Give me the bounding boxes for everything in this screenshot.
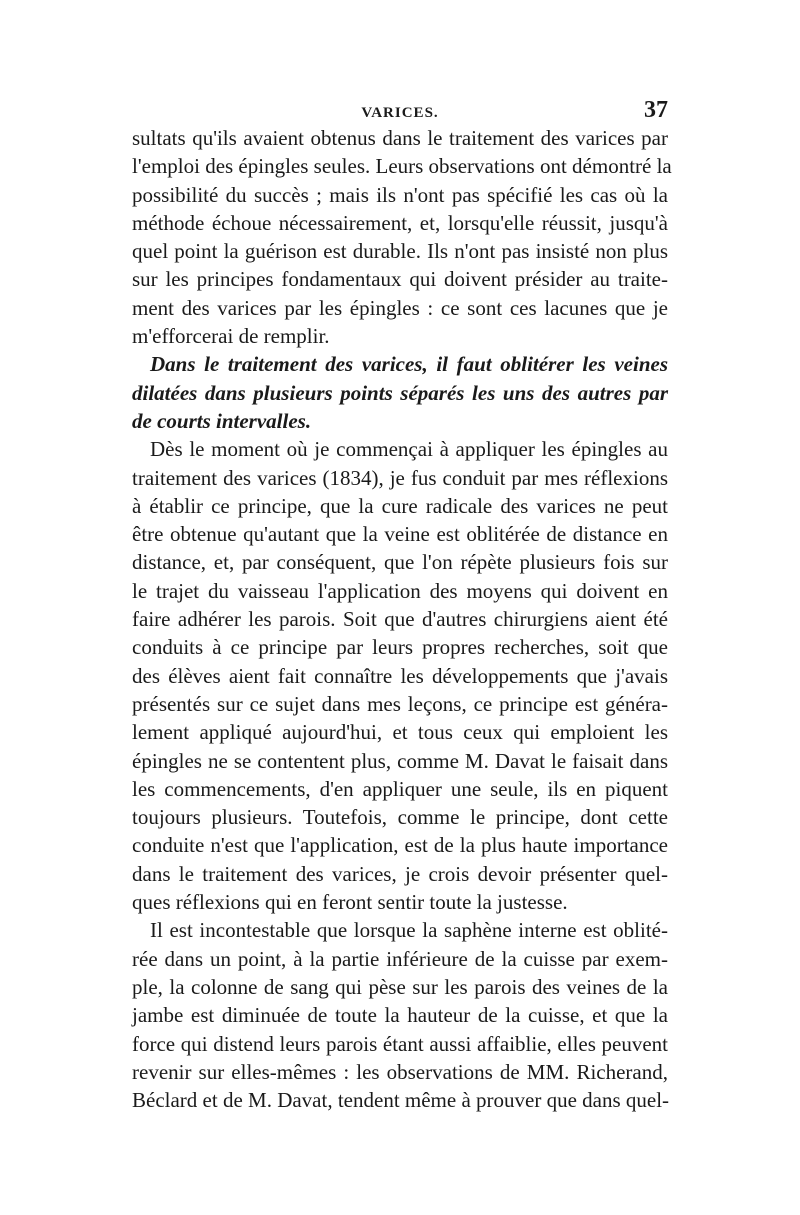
text-line: méthode échoue nécessairement, et, lorsqu'elle réussit, jusqu'à	[132, 210, 668, 235]
text-line: ques réflexions qui en feront sentir toute la justesse.	[132, 890, 568, 915]
text-line: dans le traitement des varices, je crois devoir présenter quel-	[132, 861, 668, 886]
text-line: des élèves aient fait connaître les développements que j'avais	[132, 663, 668, 688]
text-line: ment des varices par les épingles : ce sont ces lacunes que je	[132, 295, 668, 320]
running-title: VARICES.	[361, 105, 439, 121]
text-line: jambe est diminuée de toute la hauteur de la cuisse, et que la	[132, 1003, 668, 1028]
text-line: Il est incontestable que lorsque la saphène interne est oblité-	[150, 918, 668, 943]
page-header	[132, 97, 668, 127]
text-line: Dans le traitement des varices, il faut oblitérer les veines	[150, 352, 668, 377]
text-line: être obtenue qu'autant que la veine est oblitérée de distance en	[132, 522, 668, 547]
text-line: l'emploi des épingles seules. Leurs observations ont démontré la	[132, 154, 672, 179]
text-line: à établir ce principe, que la cure radicale des varices ne peut	[132, 493, 668, 518]
text-line: distance, et, par conséquent, que l'on répète plusieurs fois sur	[132, 550, 668, 575]
text-line: m'efforcerai de remplir.	[132, 324, 330, 349]
text-line: les commencements, d'en appliquer une seule, ils en piquent	[132, 776, 668, 801]
text-line: Dès le moment où je commençai à appliquer les épingles au	[150, 437, 668, 462]
paragraph	[132, 124, 672, 350]
text-line: de courts intervalles.	[132, 408, 312, 433]
text-line: lement appliqué aujourd'hui, et tous ceux qui emploient les	[132, 720, 668, 745]
text-line: sur les principes fondamentaux qui doivent présider au traite-	[132, 267, 668, 292]
body-text	[132, 124, 672, 1114]
text-line: sultats qu'ils avaient obtenus dans le traitement des varices par	[132, 126, 668, 150]
text-line: traitement des varices (1834), je fus conduit par mes réflexions	[132, 465, 668, 490]
text-line: quel point la guérison est durable. Ils n'ont pas insisté non plus	[132, 239, 668, 264]
text-line: force qui distend leurs parois étant aussi affaiblie, elles peuvent	[132, 1031, 668, 1056]
page-number: 37	[644, 97, 668, 123]
text-line: dilatées dans plusieurs points séparés les uns des autres par	[132, 380, 668, 405]
text-line: présentés sur ce sujet dans mes leçons, ce principe est généra-	[132, 691, 668, 716]
text-line: possibilité du succès ; mais ils n'ont pas spécifié les cas où la	[132, 182, 668, 207]
text-line: faire adhérer les parois. Soit que d'autres chirurgiens aient été	[132, 607, 668, 632]
text-line: toujours plusieurs. Toutefois, comme le principe, dont cette	[132, 805, 668, 830]
text-line: revenir sur elles-mêmes : les observations de MM. Richerand,	[132, 1059, 668, 1084]
text-line: épingles ne se contentent plus, comme M. Davat le faisait dans	[132, 748, 668, 773]
paragraph	[132, 350, 668, 435]
paragraph	[132, 916, 668, 1114]
text-line: conduits à ce principe par leurs propres recherches, soit que	[132, 635, 668, 660]
text-line: le trajet du vaisseau l'application des moyens qui doivent en	[132, 578, 668, 603]
text-line: Béclard et de M. Davat, tendent même à prouver que dans quel-	[132, 1088, 670, 1113]
text-line: conduite n'est que l'application, est de la plus haute importance	[132, 833, 668, 858]
text-line: ple, la colonne de sang qui pèse sur les parois des veines de la	[132, 974, 668, 999]
text-line: rée dans un point, à la partie inférieure de la cuisse par exem-	[132, 946, 668, 971]
paragraph	[132, 435, 668, 916]
